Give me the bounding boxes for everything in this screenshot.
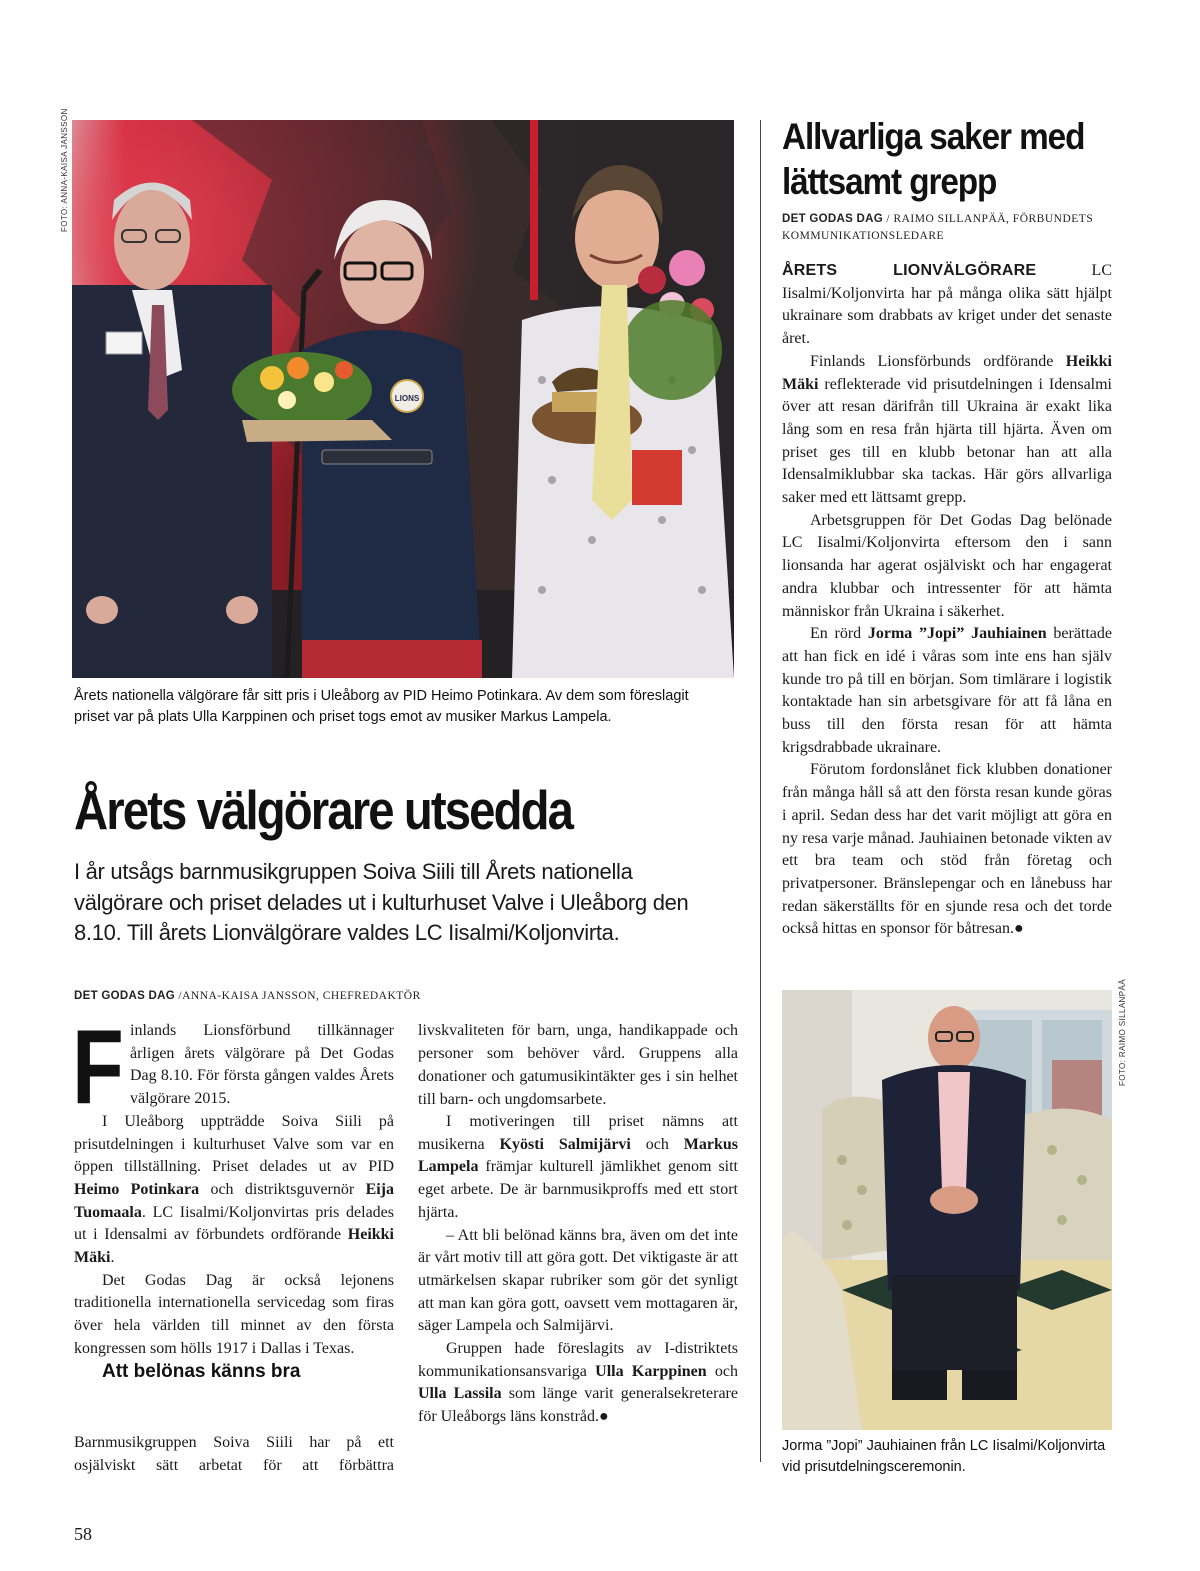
column-divider xyxy=(760,120,761,1462)
article-paragraph-2: I Uleåborg uppträdde Soiva Siili på prisutdelningen i kulturhuset Valve som var en öppen tillställning. Priset delades ut av PID Heimo Potinkara och distriktsguvernör Eija Tuomaala. LC Iisalmi/Koljonvirtas pris delades ut i Idensalmi av förbundets ordförande Heikki Mäki. xyxy=(74,1112,395,1267)
article-headline: Årets välgörare utsedda xyxy=(74,779,573,841)
name-heimo-potinkara: Heimo Potinkara xyxy=(74,1180,200,1198)
name-kyosti-salmijarvi: Kyösti Salmijärvi xyxy=(499,1135,631,1153)
article-paragraph-7: Gruppen hade föreslagits av I-distriktets kommunikationsansvariga Ulla Karppinen och Ulla Lassila som länge varit generalsekreterare för Uleåborgs läns konstråd.● xyxy=(418,1340,738,1426)
sidebar-paragraph-2: Finlands Lionsförbunds ordförande Heikki Mäki reflekterade vid prisutdelningen i Idensalmi över att resan därifrån till Ukraina är exakt lika lång som en resa från hjärta till hjärta. Även om priset ges till en klubb betonar han att alla Idensalmiklubbar ska tackas. Här görs allvarliga saker med ett lättsamt grepp. xyxy=(782,352,1112,507)
photo-credit-sidebar: FOTO: RAIMO SILLANPÄÄ xyxy=(1118,979,1127,1086)
sidebar-photo-caption: Jorma ”Jopi” Jauhiainen från LC Iisalmi/Koljonvirta vid prisutdelningsceremonin. xyxy=(782,1438,1106,1475)
name-ulla-karppinen: Ulla Karppinen xyxy=(595,1362,707,1380)
article-paragraph-4-start: Barnmusikgruppen Soiva Siili har på ett osjälviskt sätt arbetat för att förbättra xyxy=(74,1434,394,1474)
drop-cap: F xyxy=(72,1008,124,1126)
article-paragraph-1: Finlands Lionsförbund tillkännager årligen årets välgörare på Det Godas Dag 8.10. För första gången valdes Årets välgörare 2015. xyxy=(72,1008,394,1126)
article-paragraph-4-cont: livskvaliteten för barn, unga, handikappade och personer som behöver vård. Gruppens alla donationer och gatumusikintäkter ges i sin helhet till barn- och ungdomsarbete. xyxy=(418,1022,738,1108)
name-markus-lampela: Markus Lampela xyxy=(418,1135,738,1176)
article-subhead: Att belönas känns bra xyxy=(102,1360,301,1382)
article-paragraph-3: Det Godas Dag är också lejonens traditionella internationella servicedag som firas över hela världen till minnet av den första kongressen som hölls 1917 i Dallas i Texas. xyxy=(74,1271,394,1357)
article-column-1 xyxy=(72,1008,395,1383)
name-eija-tuomaala: Eija Tuomaala xyxy=(74,1180,395,1221)
article-paragraph-6: – Att bli belönad känns bra, även om det inte är vårt motiv till att göra gott. Det viktigaste är att utmärkelsen skapar rubriker som gör det synligt att man kan göra gott, oavsett vem mottagaren är, säger Lampela och Salmijärvi. xyxy=(418,1226,738,1335)
sidebar-headline: Allvarliga saker med lättsamt grepp xyxy=(782,116,1085,202)
main-photo-caption: Årets nationella välgörare får sitt pris i Uleåborg av PID Heimo Potinkara. Av dem som föreslagit priset var på plats Ulla Karppinen och priset togs emot av musiker Markus Lampela. xyxy=(74,688,689,725)
award-ceremony-photo xyxy=(72,120,734,678)
page-number: 58 xyxy=(74,1524,92,1544)
sidebar-column xyxy=(782,260,1112,941)
name-heikki-maki: Heikki Mäki xyxy=(74,1226,394,1267)
article-column-2 xyxy=(418,1020,738,1429)
lions-badge-text: LIONS xyxy=(394,394,420,403)
end-mark: ● xyxy=(599,1408,609,1426)
article-byline xyxy=(74,990,421,1002)
photo-credit-main: FOTO: ANNA-KAISA JANSSON xyxy=(60,108,69,232)
article-lead: I år utsågs barnmusikgruppen Soiva Siili till Årets nationella välgörare och priset delades ut i kulturhuset Valve i Uleåborg den 8.10. Till årets Lionvälgörare valdes LC Iisalmi/Koljonvirta. xyxy=(74,859,689,945)
sidebar-paragraph-4: En rörd Jorma ”Jopi” Jauhiainen berättade att han fick en idé i våras som inte ens han själv kunde tro på till en början. Som timlärare i logistik kontaktade han sin arbetsgivare för att få låna en buss till den första resan för att hämta krigsdrabbade ukrainare. xyxy=(782,625,1113,756)
name-ulla-lassila: Ulla Lassila xyxy=(418,1385,502,1403)
name-jorma-jauhiainen: Jorma ”Jopi” Jauhiainen xyxy=(867,625,1047,643)
sidebar-paragraph-1: ÅRETS LIONVÄLGÖRARE LC Iisalmi/Koljonvirta har på många olika sätt hjälpt ukrainare som drabbats av kriget under det senaste året. xyxy=(782,262,1112,348)
sidebar-kicker: ÅRETS LIONVÄLGÖRARE xyxy=(782,262,1037,279)
sidebar-end-mark: ● xyxy=(1013,920,1024,938)
byline-section: DET GODAS DAG xyxy=(74,990,176,1002)
sidebar-paragraph-5: Förutom fordonslånet fick klubben donationer från många håll så att den första resan kunde göras i april. Sedan dess har det varit möjligt att göra en ny resa varje månad. Jauhiainen betonade vikten av ett bra team och stöd från företag och privatpersoner. Bränslepengar och en lånebuss har redan säkerställts för en sjunde resa och det torde också hittas en sponsor för båtresan.● xyxy=(782,761,1112,938)
name-heikki-maki-sidebar: Heikki Mäki xyxy=(782,352,1112,393)
article-paragraph-5: I motiveringen till priset nämns att musikerna Kyösti Salmijärvi och Markus Lampela främjar kulturell jämlikhet genom sitt eget arbete. De är barnmusikproffs med ett stort hjärta. xyxy=(418,1113,738,1221)
sidebar-byline-section: DET GODAS DAG xyxy=(782,213,884,225)
byline-author: /ANNA-KAISA JANSSON, CHEFREDAKTÖR xyxy=(178,990,421,1002)
jauhiainen-photo xyxy=(782,990,1112,1430)
sidebar-byline-author: / RAIMO SILLANPÄÄ, FÖRBUNDETS KOMMUNIKATIONSLEDARE xyxy=(782,213,1094,242)
sidebar-paragraph-3: Arbetsgruppen för Det Godas Dag belönade LC Iisalmi/Koljonvirta eftersom den i sann lionsanda har agerat osjälviskt och har engagerat andra klubbar och intressenter för att hämta människor från Ukraina i säkerhet. xyxy=(782,511,1112,620)
sidebar-byline xyxy=(782,211,1112,245)
